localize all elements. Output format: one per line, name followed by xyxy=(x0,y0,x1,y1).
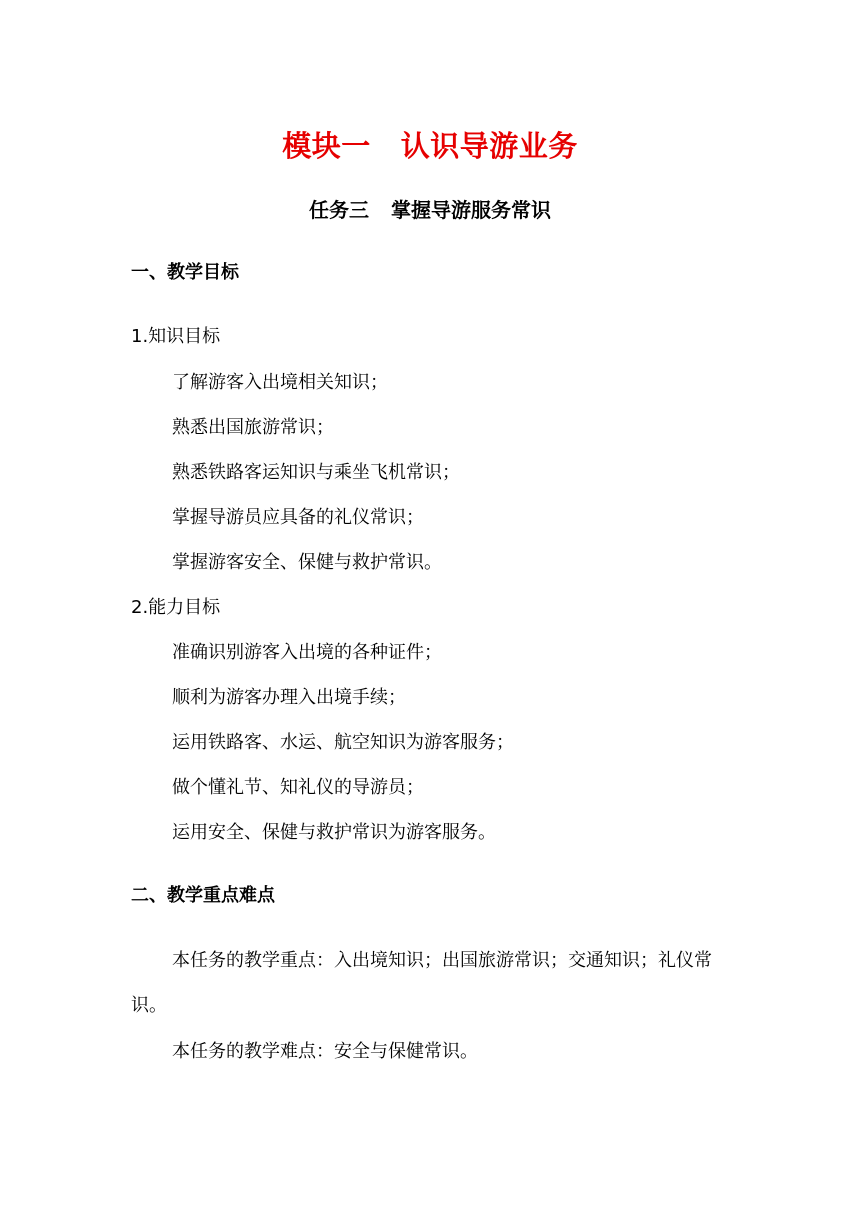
ability-item: 做个懂礼节、知礼仪的导游员； xyxy=(172,777,424,798)
knowledge-item: 熟悉铁路客运知识与乘坐飞机常识； xyxy=(172,462,460,483)
ability-item: 顺利为游客办理入出境手续； xyxy=(172,687,406,708)
knowledge-item: 掌握导游员应具备的礼仪常识； xyxy=(172,507,424,528)
task-title-name: 掌握导游服务常识 xyxy=(391,198,551,222)
key-points-paragraph: 本任务的教学重点：入出境知识；出国旅游常识；交通知识；礼仪常识。 xyxy=(131,950,712,1016)
knowledge-objectives-heading: 1.知识目标 xyxy=(131,326,221,347)
ability-item: 准确识别游客入出境的各种证件； xyxy=(172,642,442,663)
section-heading-key-difficult-points: 二、教学重点难点 xyxy=(131,885,275,906)
knowledge-item: 掌握游客安全、保健与救护常识。 xyxy=(172,552,442,573)
ability-item: 运用安全、保健与救护常识为游客服务。 xyxy=(172,822,496,843)
module-title-number: 模块一 xyxy=(282,129,371,163)
difficult-points-paragraph: 本任务的教学难点：安全与保健常识。 xyxy=(172,1041,478,1062)
task-title-number: 任务三 xyxy=(309,198,369,222)
section-heading-objectives: 一、教学目标 xyxy=(131,262,239,283)
knowledge-item: 了解游客入出境相关知识； xyxy=(172,372,388,393)
knowledge-item: 熟悉出国旅游常识； xyxy=(172,417,334,438)
ability-objectives-heading: 2.能力目标 xyxy=(131,597,221,618)
module-title xyxy=(0,124,860,168)
ability-item: 运用铁路客、水运、航空知识为游客服务； xyxy=(172,732,514,753)
module-title-name: 认识导游业务 xyxy=(400,129,578,163)
task-title xyxy=(0,194,860,226)
